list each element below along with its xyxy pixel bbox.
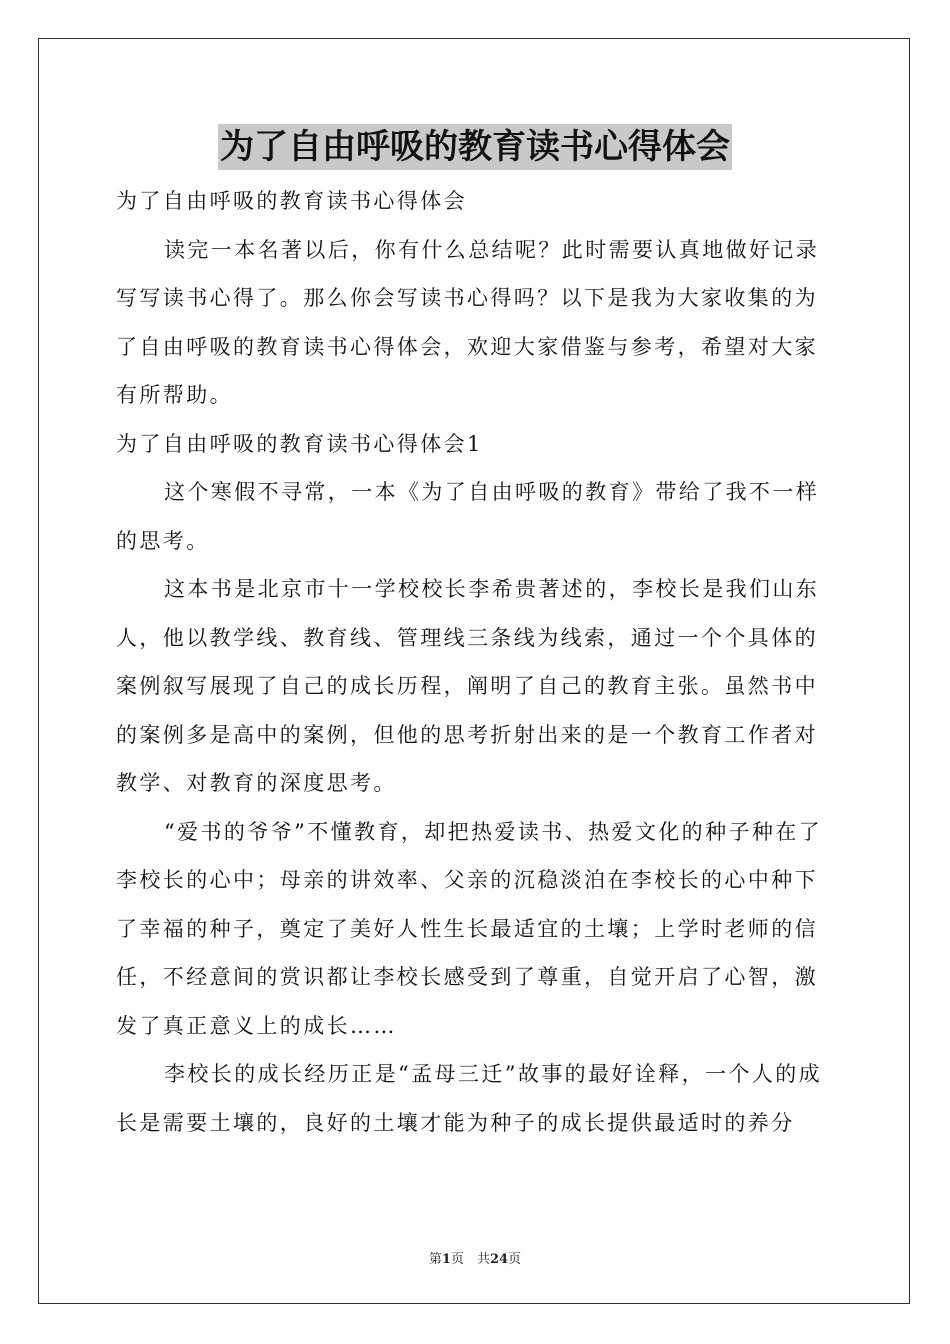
page-footer — [0, 1248, 950, 1267]
footer-page-number: 1 — [441, 1252, 451, 1267]
footer-page-mid: 页 共 — [450, 1252, 490, 1267]
body-paragraph: 李校长的成长经历正是“孟母三迁”故事的最好诠释，一个人的成长是需要土壤的，良好的土壤才能为种子的成长提供最适时的养分 — [116, 1062, 823, 1135]
body-paragraph: 这本书是北京市十一学校校长李希贵著述的，李校长是我们山东人，他以教学线、教育线、管理线三条线为线索，通过一个个具体的案例叙写展现了自己的成长历程，阐明了自己的教育主张。虽然书中的案例多是高中的案例，但他的思考折射出来的是一个教育工作者对教学、对教育的深度思考。 — [116, 577, 820, 795]
section-heading-1: 为了自由呼吸的教育读书心得体会1 — [116, 431, 483, 456]
footer-page-suffix: 页 — [508, 1252, 522, 1267]
body-paragraph: “爱书的爷爷”不懂教育，却把热爱读书、热爱文化的种子种在了李校长的心中；母亲的讲效率、父亲的沉稳淡泊在李校长的心中种下了幸福的种子，奠定了美好人性生长最适宜的土壤；上学时老师的信任，不经意间的赏识都让李校长感受到了尊重，自觉开启了心智，激发了真正意义上的成长…… — [116, 819, 823, 1038]
document-body — [116, 177, 834, 1147]
document-title: 为了自由呼吸的教育读书心得体会 — [218, 124, 732, 170]
body-paragraph: 这个寒假不寻常，一本《为了自由呼吸的教育》带给了我不一样的思考。 — [116, 480, 820, 553]
intro-paragraph: 读完一本名著以后，你有什么总结呢？此时需要认真地做好记录写写读书心得了。那么你会写读书心得吗？以下是我为大家收集的为了自由呼吸的教育读书心得体会，欢迎大家借鉴与参考，希望对大家有所帮助。 — [116, 237, 820, 407]
footer-total-pages: 24 — [489, 1252, 509, 1267]
subtitle-paragraph: 为了自由呼吸的教育读书心得体会 — [116, 189, 467, 213]
title-container — [0, 124, 950, 170]
footer-page-prefix: 第 — [428, 1252, 442, 1267]
